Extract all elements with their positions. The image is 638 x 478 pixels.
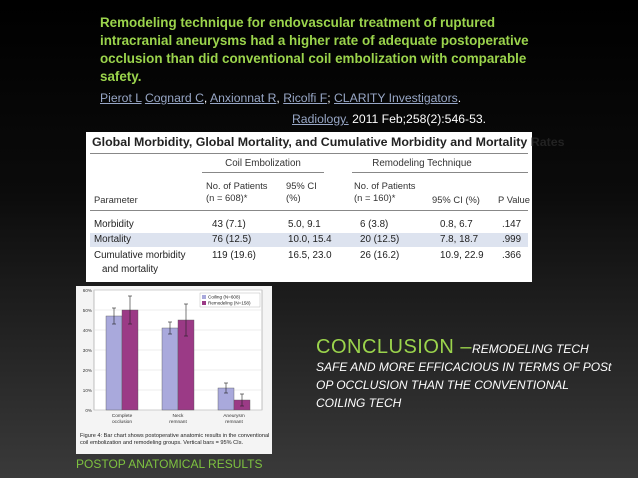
col-header-n-coil: No. of Patients (n = 608)*	[206, 180, 268, 203]
x-tick-label: remnant	[169, 420, 187, 425]
table-title: Global Morbidity, Global Mortality, and Cumulative Morbidity and Mortality Rates	[92, 135, 565, 149]
group-underline-remodeling	[352, 172, 528, 173]
table-row: Morbidity 43 (7.1) 5.0, 9.1 6 (3.8) 0.8, 6.7 .147	[94, 219, 522, 230]
y-tick-label: 20%	[82, 368, 92, 373]
conclusion-dash: –	[454, 336, 473, 358]
journal-citation	[292, 112, 486, 126]
x-tick-label: occlusion	[112, 420, 132, 425]
results-table	[86, 132, 565, 282]
group-underline-coil	[202, 172, 324, 173]
y-tick-label: 40%	[82, 328, 92, 333]
journal-link[interactable]: Radiology.	[292, 112, 349, 126]
author-link-clarity[interactable]: CLARITY Investigators	[334, 91, 458, 105]
legend-entry: Coiling (N=608)	[208, 294, 241, 300]
author-link-ricolfi[interactable]: Ricolfi F	[283, 91, 328, 105]
group-header-coil: Coil Embolization	[225, 158, 301, 169]
author-list: Pierot L Cognard C, Anxionnat R, Ricolfi F; CLARITY Investigators.	[100, 91, 462, 105]
y-tick-label: 50%	[82, 308, 92, 313]
bar-chart	[76, 286, 272, 432]
table-row: Mortality 76 (12.5) 10.0, 15.4 20 (12.5) 7.8, 18.7 .999	[90, 233, 528, 247]
y-tick-label: 60%	[82, 288, 92, 293]
y-tick-label: 30%	[82, 348, 92, 353]
col-header-n-remodeling: No. of Patients (n = 160)*	[354, 180, 416, 203]
chart-caption: Figure 4: Bar chart shows postoperative anatomic results in the conventional coil embolization and remodeling groups. Vertical bars = 95% CIs.	[80, 433, 270, 446]
conclusion-heading: CONCLUSION	[316, 336, 455, 358]
legend-swatch	[202, 301, 206, 305]
citation-text: 2011 Feb;258(2):546-53.	[352, 112, 487, 126]
bar-chart-panel	[76, 286, 272, 454]
group-header-remodeling: Remodeling Technique	[372, 158, 472, 169]
author-link-pierot[interactable]: Pierot L	[100, 91, 142, 105]
conclusion-body: REMODELING TECH SAFE AND MORE EFFICACIOUS IN TERMS OF POSt OP OCCLUSION THAN THE CONVENTIONAL COILING TECH	[316, 342, 612, 410]
conclusion-block	[316, 338, 616, 412]
postop-label: POSTOP ANATOMICAL RESULTS	[76, 457, 263, 471]
bar-coiling	[162, 328, 178, 410]
table-header-divider	[90, 210, 528, 211]
legend-swatch	[202, 295, 206, 299]
x-tick-label: Aneurysm	[223, 414, 245, 419]
headline: Remodeling technique for endovascular treatment of ruptured intracranial aneurysms had a higher rate of adequate postoperative occlusion than did conventional coil embolization with comparable safety.	[100, 15, 529, 84]
col-header-parameter: Parameter	[94, 194, 138, 205]
x-tick-label: Neck	[172, 414, 184, 419]
col-header-ci-coil: 95% CI (%)	[286, 180, 317, 203]
y-tick-label: 10%	[82, 388, 92, 393]
author-link-cognard[interactable]: Cognard C	[144, 91, 204, 105]
bar-remodeling	[122, 310, 138, 410]
col-header-p-value: P Value	[498, 194, 530, 205]
bar-coiling	[106, 316, 122, 410]
y-tick-label: 0%	[85, 408, 92, 413]
col-header-ci-remodeling: 95% CI (%)	[432, 194, 480, 205]
table-divider	[90, 153, 528, 154]
table-row: Cumulative morbidity and mortality 119 (19.6) 16.5, 23.0 26 (16.2) 10.9, 22.9 .366	[94, 250, 522, 275]
x-tick-label: remnant	[225, 420, 243, 425]
author-link-anxionnat[interactable]: Anxionnat R	[210, 91, 277, 105]
x-tick-label: Complete	[111, 414, 133, 419]
legend-entry: Remodeling (N=158)	[208, 300, 251, 306]
